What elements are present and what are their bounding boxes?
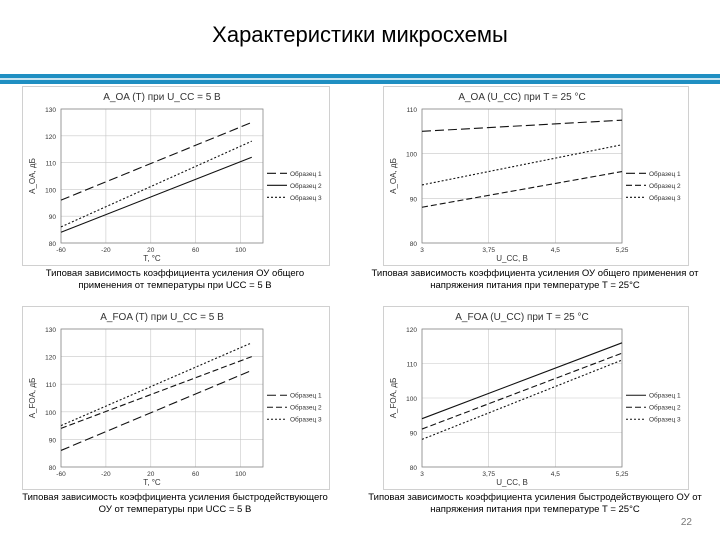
chart-caption-2: Типовая зависимость коэффициента усиления ОУ общего применения от напряжения питания при температуре T = 25°C — [371, 268, 699, 291]
x-axis-label: T, °C — [143, 478, 161, 487]
chart-title: A_FOA (T) при U_CC = 5 В — [100, 312, 224, 323]
x-tick-label: 60 — [192, 471, 200, 478]
legend-label: Образец 3 — [290, 194, 322, 202]
x-tick-label: 3,75 — [482, 247, 495, 254]
y-tick-label: 80 — [48, 465, 56, 472]
x-tick-label: 5,25 — [615, 471, 629, 478]
y-tick-label: 120 — [406, 327, 417, 334]
chart-title: A_FOA (U_CC) при T = 25 °C — [455, 312, 589, 323]
y-axis-label: A_OA, дБ — [28, 158, 37, 194]
series-line — [61, 141, 252, 227]
series-line — [61, 122, 252, 200]
series-line — [61, 157, 252, 232]
series-line — [422, 145, 622, 185]
chart-svg-2 — [384, 87, 688, 265]
y-tick-label: 80 — [409, 465, 417, 472]
x-tick-label: -20 — [101, 471, 111, 478]
x-tick-label: 4,5 — [550, 471, 560, 478]
x-tick-label: 4,5 — [550, 247, 560, 254]
y-tick-label: 90 — [409, 196, 417, 204]
series-line — [61, 357, 252, 429]
y-tick-label: 130 — [45, 107, 56, 114]
chart-caption-3: Типовая зависимость коэффициента усиления быстродействующего ОУ от температуры при UCC = 5 В — [22, 492, 328, 515]
legend-label: Образец 3 — [290, 416, 322, 424]
y-tick-label: 120 — [45, 354, 56, 362]
chart-panel-4 — [383, 306, 689, 490]
chart-title: A_OA (U_CC) при T = 25 °C — [458, 92, 586, 103]
x-axis-label: U_CC, В — [496, 478, 528, 487]
x-tick-label: 3,75 — [482, 471, 495, 478]
legend-label: Образец 3 — [649, 194, 681, 202]
y-tick-label: 100 — [45, 409, 56, 417]
x-tick-label: 100 — [235, 247, 246, 254]
y-axis-label: A_FOA, дБ — [28, 377, 37, 419]
chart-svg-1 — [23, 87, 329, 265]
x-tick-label: 3 — [420, 247, 424, 254]
y-tick-label: 90 — [48, 214, 56, 222]
legend-label: Образец 1 — [290, 392, 322, 400]
series-line — [422, 343, 622, 419]
legend-label: Образец 1 — [290, 170, 322, 178]
legend-label: Образец 3 — [649, 416, 681, 424]
y-tick-label: 80 — [48, 241, 56, 248]
legend-label: Образец 2 — [290, 404, 322, 412]
y-tick-label: 110 — [406, 361, 417, 369]
y-tick-label: 100 — [406, 396, 417, 403]
page-number: 22 — [680, 517, 692, 528]
series-line — [422, 353, 622, 429]
y-tick-label: 90 — [409, 430, 417, 438]
x-tick-label: 3 — [420, 471, 424, 478]
plot-frame — [61, 109, 263, 243]
x-axis-label: U_CC, В — [496, 254, 528, 263]
x-tick-label: -20 — [101, 247, 111, 254]
y-tick-label: 100 — [45, 187, 56, 195]
y-axis-label: A_OA, дБ — [389, 158, 398, 194]
x-tick-label: 5,25 — [615, 247, 629, 254]
plot-frame — [61, 329, 263, 467]
y-tick-label: 130 — [45, 327, 56, 334]
y-tick-label: 110 — [45, 160, 56, 168]
chart-panel-2 — [383, 86, 689, 266]
legend-label: Образец 1 — [649, 392, 681, 400]
x-axis-label: T, °C — [143, 254, 161, 263]
y-tick-label: 100 — [406, 151, 417, 159]
series-line — [61, 370, 252, 450]
chart-svg-3 — [23, 307, 329, 489]
x-tick-label: -60 — [56, 471, 66, 478]
y-tick-label: 120 — [45, 133, 56, 141]
chart-title: A_OA (T) при U_CC = 5 В — [103, 92, 221, 103]
chart-panel-3 — [22, 306, 330, 490]
legend-label: Образец 1 — [649, 170, 681, 178]
chart-svg-4 — [384, 307, 688, 489]
title-divider — [0, 74, 720, 84]
chart-caption-4: Типовая зависимость коэффициента усиления быстродействующего ОУ от напряжения питания при температуре T = 25°C — [368, 492, 702, 515]
series-line — [422, 172, 622, 208]
y-tick-label: 110 — [45, 382, 56, 390]
series-line — [422, 360, 622, 439]
legend-label: Образец 2 — [290, 182, 322, 190]
y-tick-label: 80 — [409, 241, 417, 248]
x-tick-label: 60 — [192, 247, 200, 254]
plot-frame — [422, 109, 622, 243]
x-tick-label: -60 — [56, 247, 66, 254]
y-tick-label: 90 — [48, 437, 56, 445]
legend-label: Образец 2 — [649, 404, 681, 412]
slide-title: Характеристики микросхемы — [212, 22, 508, 47]
legend-label: Образец 2 — [649, 182, 681, 190]
series-line — [422, 120, 622, 131]
chart-caption-1: Типовая зависимость коэффициента усиления ОУ общего применения от температуры при UCC = 5 В — [45, 268, 305, 291]
y-tick-label: 110 — [406, 107, 417, 114]
x-tick-label: 100 — [235, 471, 246, 478]
x-tick-label: 20 — [147, 471, 155, 478]
chart-panel-1 — [22, 86, 330, 266]
y-axis-label: A_FOA, дБ — [389, 377, 398, 419]
x-tick-label: 20 — [147, 247, 155, 254]
